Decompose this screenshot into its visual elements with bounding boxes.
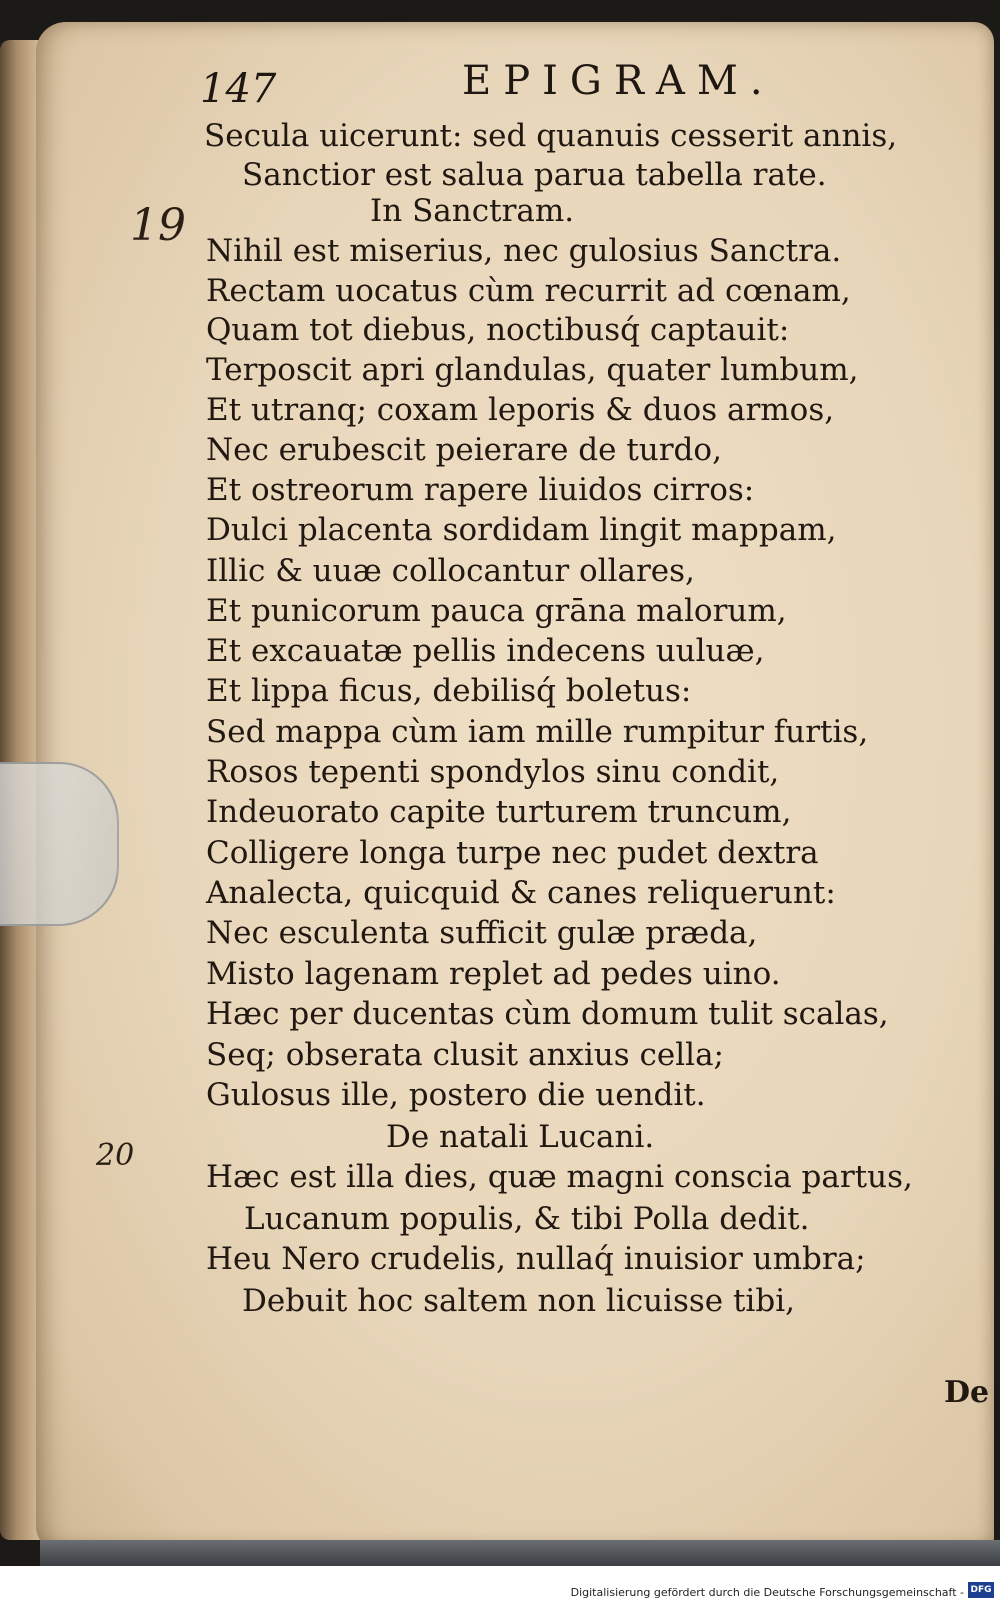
- verse-line: Hæc per ducentas cùm domum tulit scalas,: [206, 996, 889, 1032]
- digitization-footer: [0, 1566, 1000, 1606]
- verse-line: Et lippa ficus, debilisq́ boletus:: [206, 673, 692, 709]
- verse-line: Et excauatæ pellis indecens uuluæ,: [206, 633, 765, 669]
- funding-credit: Digitalisierung gefördert durch die Deutsche Forschungsgemeinschaft -: [570, 1586, 964, 1599]
- verse-line: Indeuorato capite turturem truncum,: [206, 794, 792, 830]
- page-number: 147: [200, 66, 277, 112]
- verse-line: Debuit hoc saltem non licuisse tibi,: [242, 1283, 795, 1319]
- verse-line: Sed mappa cùm iam mille rumpitur furtis,: [206, 714, 869, 750]
- verse-line: Seq; obserata clusit anxius cella;: [206, 1037, 724, 1073]
- verse-line: Nec esculenta sufficit gulæ præda,: [206, 915, 758, 951]
- verse-line: Quam tot diebus, noctibusq́ captauit:: [206, 312, 790, 348]
- verse-line: Nec erubescit peierare de turdo,: [206, 432, 722, 468]
- verse-line: Analecta, quicquid & canes reliquerunt:: [206, 875, 836, 911]
- verse-line: Et ostreorum rapere liuidos cirros:: [206, 472, 755, 508]
- epigram-title: De natali Lucani.: [386, 1119, 655, 1155]
- verse-line: Et punicorum pauca grāna malorum,: [206, 593, 787, 629]
- verse-line: Terposcit apri glandulas, quater lumbum,: [206, 352, 859, 388]
- margin-note-epigram-number: 20: [96, 1138, 135, 1173]
- verse-line: Secula uicerunt: sed quanuis cesserit annis,: [204, 118, 898, 154]
- verse-line: Et utranq; coxam leporis & duos armos,: [206, 392, 835, 428]
- verse-line: Nihil est miserius, nec gulosius Sanctra.: [206, 233, 842, 269]
- page-holder-clip: [0, 762, 119, 926]
- verse-line: Lucanum populis, & tibi Polla dedit.: [244, 1201, 810, 1237]
- verse-line: Heu Nero crudelis, nullaq́ inuisior umbra;: [206, 1241, 866, 1277]
- verse-line: Gulosus ille, postero die uendit.: [206, 1077, 706, 1113]
- page-header: [0, 54, 1000, 114]
- margin-note-epigram-number: 19: [130, 200, 186, 251]
- verse-line: Dulci placenta sordidam lingit mappam,: [206, 512, 837, 548]
- verse-line: Hæc est illa dies, quæ magni conscia partus,: [206, 1159, 913, 1195]
- verse-line: Rosos tepenti spondylos sinu condit,: [206, 754, 780, 790]
- verse-line: Colligere longa turpe nec pudet dextra: [206, 835, 819, 871]
- catchword: De: [944, 1375, 990, 1410]
- dfg-logo: DFG: [968, 1582, 994, 1598]
- verse-line: Sanctior est salua parua tabella rate.: [242, 157, 827, 193]
- epigram-title: In Sanctram.: [370, 193, 575, 229]
- verse-line: Misto lagenam replet ad pedes uino.: [206, 956, 781, 992]
- verse-line: Rectam uocatus cùm recurrit ad cœnam,: [206, 273, 851, 309]
- verse-line: Illic & uuæ collocantur ollares,: [206, 553, 695, 589]
- running-head: EPIGRAM.: [462, 58, 775, 104]
- book-bottom-edge: [40, 1540, 1000, 1566]
